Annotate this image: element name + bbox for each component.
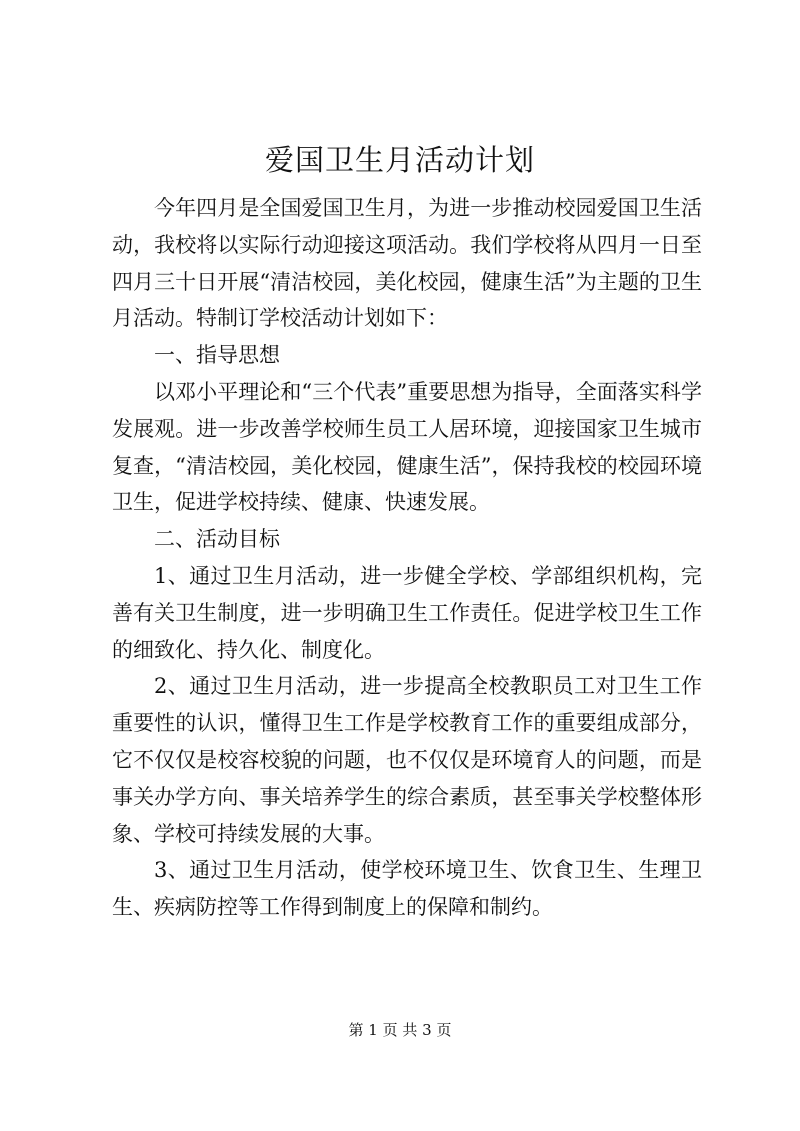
paragraph-intro: 今年四月是全国爱国卫生月，为进一步推动校园爱国卫生活动，我校将以实际行动迎接这项活动。我们学校将从四月一日至四月三十日开展“清洁校园，美化校园，健康生活”为主题的卫生月活动。特制订学校活动计划如下： <box>112 196 702 331</box>
document-body <box>112 190 702 926</box>
section-heading-guiding-thought: 一、指导思想 <box>154 343 280 368</box>
paragraph-goal-1: 1、通过卫生月活动，进一步健全学校、学部组织机构，完善有关卫生制度，进一步明确卫生工作责任。促进学校卫生工作的细致化、持久化、制度化。 <box>112 563 702 662</box>
paragraph-guiding-thought: 以邓小平理论和“三个代表”重要思想为指导，全面落实科学发展观。进一步改善学校师生员工人居环境，迎接国家卫生城市复查，“清洁校园，美化校园，健康生活”，保持我校的校园环境卫生，促进学校持续、健康、快速发展。 <box>112 379 702 515</box>
section-heading-activity-goals: 二、活动目标 <box>154 527 280 552</box>
paragraph-goal-2: 2、通过卫生月活动，进一步提高全校教职员工对卫生工作重要性的认识，懂得卫生工作是学校教育工作的重要组成部分，它不仅仅是校容校貌的问题，也不仅仅是环境育人的问题，而是事关办学方向、事关培养学生的综合素质，甚至事关学校整体形象、学校可持续发展的大事。 <box>112 674 702 846</box>
page-footer: 第 1 页 共 3 页 <box>348 1021 452 1039</box>
paragraph-goal-3: 3、通过卫生月活动，使学校环境卫生、饮食卫生、生理卫生、疾病防控等工作得到制度上的保障和制约。 <box>112 858 702 920</box>
document-title: 爱国卫生月活动计划 <box>264 143 535 177</box>
